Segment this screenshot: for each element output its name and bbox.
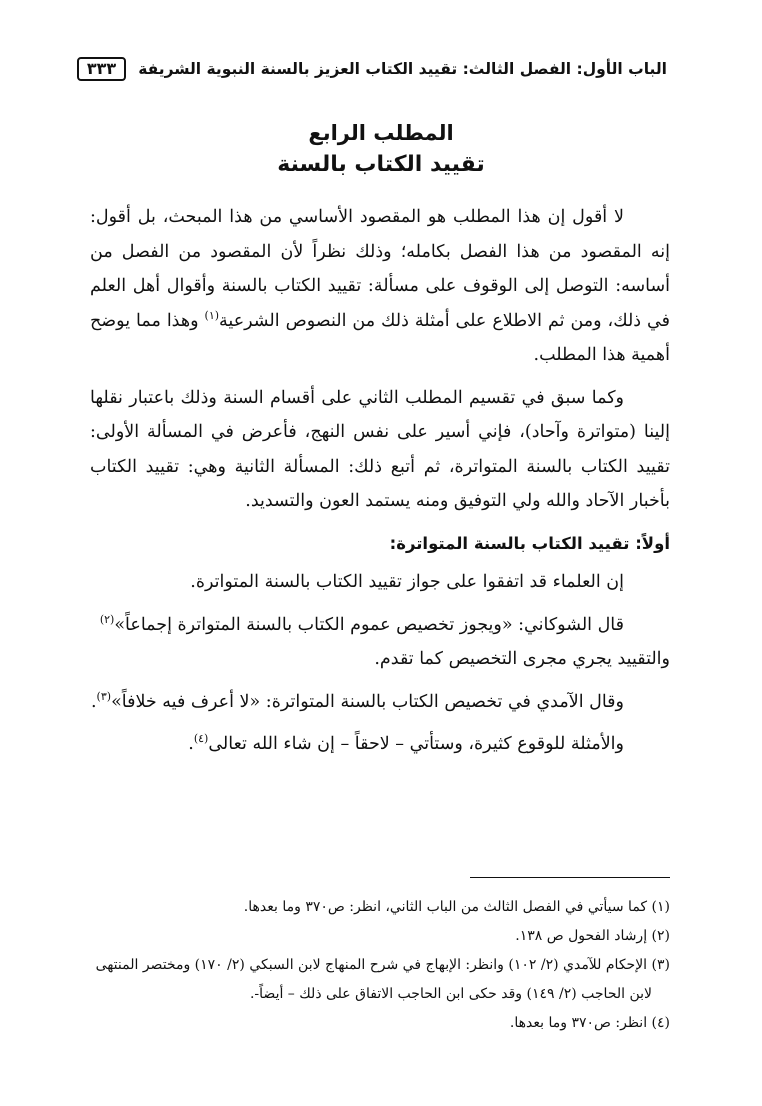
section-heading-number: المطلب الرابع [308,121,454,145]
running-header-title: الباب الأول: الفصل الثالث: تقييد الكتاب العزيز بالسنة النبوية الشريفة [138,60,667,78]
footnote-3: (٣) الإحكام للآمدي (٢/ ١٠٢) وانظر: الإبهاج في شرح المنهاج لابن السبكي (٢/ ١٧٠) ومختصر المنتهى [95,957,670,973]
paragraph-6 [90,727,670,762]
footnote-ref-4: (٤) [193,732,209,746]
paragraph-1 [90,200,670,373]
paragraph-4-quote: قال الشوكاني: «ويجوز تخصيص عموم الكتاب بالسنة المتواترة إجماعاً» [114,614,624,635]
paragraph-4-tail: والتقييد يجري مجرى التخصيص كما تقدم. [374,649,670,669]
footnote-ref-3: (٣) [96,689,112,703]
paragraph-3: إن العلماء قد اتفقوا على جواز تقييد الكتاب بالسنة المتواترة. [190,572,624,592]
paragraph-4 [90,608,670,677]
paragraph-6-tail: . [188,734,194,754]
footnote-1: (١) كما سيأتي في الفصل الثالث من الباب الثاني، انظر: ص٣٧٠ وما بعدها. [243,899,670,915]
paragraph-5 [90,685,670,720]
footnote-ref-2: (٢) [99,612,115,626]
body-text [90,200,670,770]
section-heading [95,118,667,182]
paragraph-6-text: والأمثلة للوقوع كثيرة، وستأتي – لاحقاً – إن شاء الله تعالى [208,734,624,754]
paragraph-1-tail: وهذا مما يوضح أهمية هذا المطلب. [90,310,670,365]
page-number: ٣٣٣ [77,57,126,81]
paragraph-1-text: لا أقول إن هذا المطلب هو المقصود الأساسي من هذا المبحث، بل أقول: إنه المقصود من هذا الفصل بكامله؛ وذلك نظراً لأن المقصود من الفصل من أساسه: التوصل إلى الوقوف على مسألة: تقييد الكتاب بالسنة وأقوال أهل العلم في ذلك، ومن ثم الاطلاع على أمثلة ذلك من النصوص الشرعية [90,207,671,331]
sub-heading: أولاً: تقييد الكتاب بالسنة المتواترة: [389,533,670,553]
section-heading-title: تقييد الكتاب بالسنة [277,152,485,177]
footnote-4: (٤) انظر: ص٣٧٠ وما بعدها. [509,1015,670,1031]
paragraph-5-tail: . [90,691,97,712]
footnote-ref-1: (١) [204,308,220,322]
running-header [86,52,667,86]
footnote-separator [470,877,670,878]
footnote-3-continued: لابن الحاجب (٢/ ١٤٩) وقد حكى ابن الحاجب الاتفاق على ذلك – أيضاً-. [249,986,652,1002]
footnote-2: (٢) إرشاد الفحول ص ١٣٨. [515,928,670,944]
paragraph-2: وكما سبق في تقسيم المطلب الثاني على أقسام السنة وذلك باعتبار نقلها إلينا (متواترة وآحاد)، فإني أسير على نفس النهج، فأعرض في المسألة الأولى: تقييد الكتاب بالسنة المتواترة، ثم أتبع ذلك: المسألة الثانية وهي: تقييد الكتاب بأخبار الآحاد والله ولي التوفيق ومنه يستمد العون والتسديد. [90,387,670,511]
paragraph-5-text: وقال الآمدي في تخصيص الكتاب بالسنة المتواترة: «لا أعرف فيه خلافاً» [111,691,624,712]
footnotes [90,893,670,1038]
